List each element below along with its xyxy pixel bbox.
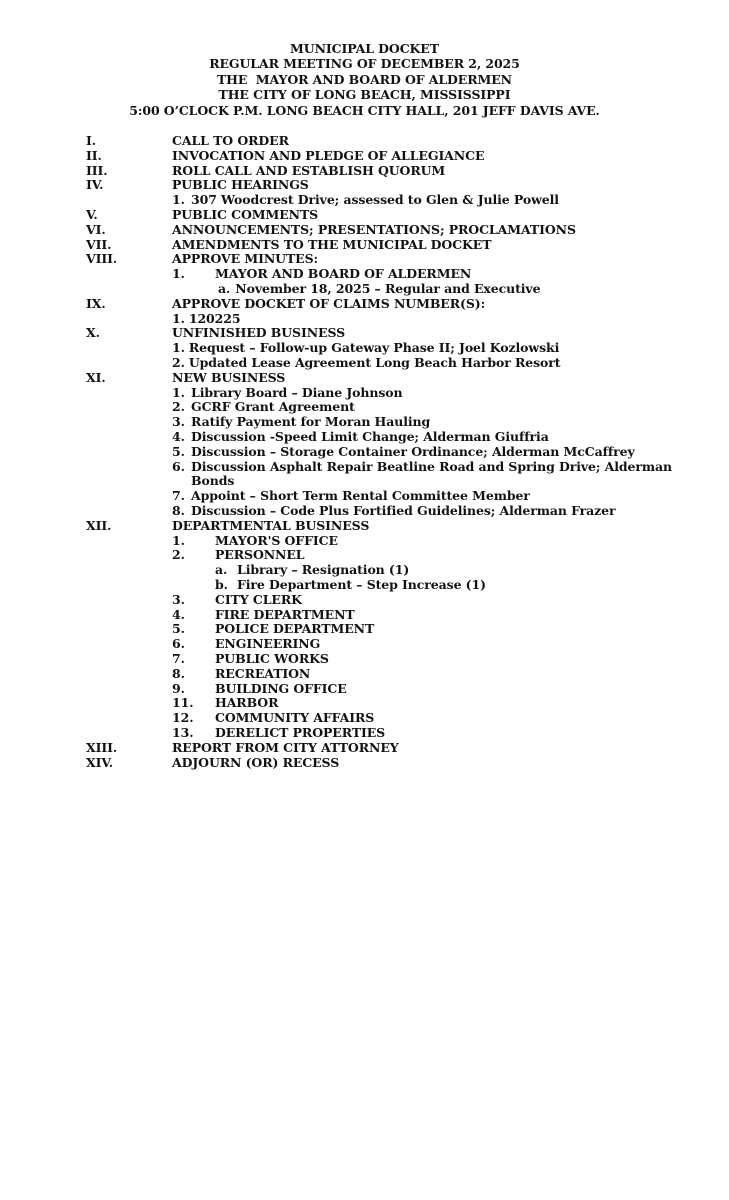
agenda-item [172, 504, 681, 519]
agenda-section-i [86, 134, 681, 149]
agenda-section-iv [86, 178, 681, 193]
document-header [0, 41, 729, 118]
agenda-item [172, 637, 681, 652]
item-text: Discussion – Storage Container Ordinance; Alderman McCaffrey [191, 443, 635, 459]
agenda-section-xii [86, 519, 681, 534]
agenda-item [218, 282, 681, 297]
item-label: 1. [172, 384, 185, 400]
item-text: ENGINEERING [215, 636, 321, 652]
section-heading: REPORT FROM CITY ATTORNEY [172, 739, 399, 755]
section-heading: APPROVE MINUTES: [172, 251, 319, 267]
item-label: 5. [172, 443, 185, 459]
agenda-item [172, 312, 681, 327]
section-numeral: I. [86, 133, 96, 149]
agenda-item [172, 652, 681, 667]
section-numeral: IV. [86, 177, 104, 193]
item-text: Request – Follow-up Gateway Phase II; Joel Kozlowski [188, 340, 560, 356]
title-line-3: THE MAYOR AND BOARD OF ALDERMEN [216, 71, 513, 87]
item-label: 1. [172, 310, 185, 326]
item-text: Discussion Asphalt Repair Beatline Road and Spring Drive; Alderman Bonds [191, 458, 677, 489]
agenda-item [172, 341, 681, 356]
section-heading: NEW BUSINESS [172, 369, 286, 385]
item-text: HARBOR [215, 695, 279, 711]
item-text: PERSONNEL [215, 547, 305, 563]
agenda-item [172, 682, 681, 697]
agenda-section-viii [86, 252, 681, 267]
item-label: 8. [172, 665, 185, 681]
item-label: 1. [172, 532, 185, 548]
agenda-section-xiv [86, 756, 681, 771]
item-label: 2. [172, 399, 185, 415]
item-text: POLICE DEPARTMENT [215, 621, 375, 637]
agenda-item [172, 356, 681, 371]
agenda-item [172, 415, 681, 430]
item-label: 1. [172, 192, 185, 208]
item-text: Fire Department – Step Increase (1) [237, 576, 486, 592]
item-text: Discussion – Code Plus Fortified Guidelines; Alderman Frazer [191, 502, 616, 518]
agenda-item [215, 578, 681, 593]
section-numeral: XI. [86, 369, 106, 385]
section-numeral: VI. [86, 221, 106, 237]
item-label: 13. [172, 724, 194, 740]
section-heading: ADJOURN (OR) RECESS [172, 754, 340, 770]
section-numeral: V. [86, 207, 98, 223]
section-heading: UNFINISHED BUSINESS [172, 325, 346, 341]
agenda-item [215, 563, 681, 578]
section-numeral: VIII. [86, 251, 118, 267]
item-label: 8. [172, 502, 185, 518]
section-heading: AMENDMENTS TO THE MUNICIPAL DOCKET [172, 236, 492, 252]
agenda-section-vi [86, 223, 681, 238]
section-numeral: II. [86, 147, 102, 163]
municipal-docket-document [86, 41, 681, 770]
item-label: 9. [172, 680, 185, 696]
item-text: COMMUNITY AFFAIRS [215, 710, 375, 726]
section-heading: ANNOUNCEMENTS; PRESENTATIONS; PROCLAMATIONS [172, 221, 576, 237]
section-heading: PUBLIC HEARINGS [172, 177, 309, 193]
item-text: Updated Lease Agreement Long Beach Harbor Resort [188, 354, 561, 370]
agenda-section-ii [86, 149, 681, 164]
section-numeral: VII. [86, 236, 112, 252]
item-label: a. [218, 281, 231, 296]
agenda-item [172, 593, 681, 608]
agenda-item [172, 445, 681, 460]
agenda-section-iii [86, 164, 681, 179]
agenda-item [172, 711, 681, 726]
item-label: 4. [172, 606, 185, 622]
title-line-1: MUNICIPAL DOCKET [290, 41, 439, 56]
item-label: 2. [172, 354, 185, 370]
section-numeral: XII. [86, 517, 112, 533]
section-heading: DEPARTMENTAL BUSINESS [172, 517, 370, 533]
item-text: November 18, 2025 – Regular and Executive [235, 281, 541, 296]
agenda-item [172, 608, 681, 623]
agenda-section-xiii [86, 741, 681, 756]
item-label: 2. [172, 547, 185, 563]
item-text: FIRE DEPARTMENT [215, 606, 355, 622]
agenda-item [172, 622, 681, 637]
agenda-item [172, 460, 681, 490]
section-numeral: XIV. [86, 754, 114, 770]
item-label: 1. [172, 266, 185, 282]
item-text: CITY CLERK [215, 591, 302, 607]
section-numeral: X. [86, 325, 100, 341]
section-heading: PUBLIC COMMENTS [172, 207, 319, 223]
item-label: b. [215, 576, 228, 592]
title-line-4: THE CITY OF LONG BEACH, MISSISSIPPI [218, 87, 511, 103]
item-label: 12. [172, 710, 194, 726]
title-line-2: REGULAR MEETING OF DECEMBER 2, 2025 [209, 56, 520, 72]
agenda-item [172, 696, 681, 711]
item-label: 3. [172, 591, 185, 607]
agenda-item [172, 534, 681, 549]
item-text: PUBLIC WORKS [215, 650, 329, 666]
item-label: 6. [172, 636, 185, 652]
item-label: 11. [172, 695, 194, 711]
agenda-item [172, 386, 681, 401]
agenda-section-x [86, 326, 681, 341]
item-text: Library Board – Diane Johnson [191, 384, 403, 400]
section-heading: CALL TO ORDER [172, 133, 289, 149]
item-text: 120225 [188, 310, 241, 326]
agenda-section-v [86, 208, 681, 223]
item-text: RECREATION [215, 665, 311, 681]
agenda-item [172, 489, 681, 504]
section-numeral: XIII. [86, 739, 118, 755]
section-heading: INVOCATION AND PLEDGE OF ALLEGIANCE [172, 147, 485, 163]
item-label: 7. [172, 650, 185, 666]
agenda-section-ix [86, 297, 681, 312]
item-text: GCRF Grant Agreement [191, 399, 355, 415]
item-label: 1. [172, 340, 185, 356]
item-label: 4. [172, 428, 185, 444]
agenda-section-vii [86, 238, 681, 253]
item-text: Discussion -Speed Limit Change; Alderman Giuffria [191, 428, 549, 444]
agenda-list [86, 134, 681, 770]
item-text: Library – Resignation (1) [237, 562, 410, 578]
item-text: MAYOR AND BOARD OF ALDERMEN [215, 266, 472, 282]
title-line-5: 5:00 O’CLOCK P.M. LONG BEACH CITY HALL, 201 JEFF DAVIS AVE. [129, 102, 600, 118]
section-numeral: IX. [86, 295, 106, 311]
item-text: BUILDING OFFICE [215, 680, 347, 696]
item-label: a. [215, 562, 228, 578]
agenda-item [172, 548, 681, 563]
agenda-item [172, 667, 681, 682]
item-text: MAYOR'S OFFICE [215, 532, 338, 548]
item-text: Ratify Payment for Moran Hauling [191, 414, 431, 430]
agenda-item [172, 193, 681, 208]
section-heading: APPROVE DOCKET OF CLAIMS NUMBER(S): [172, 295, 486, 311]
item-label: 6. [172, 458, 185, 474]
item-label: 5. [172, 621, 185, 637]
item-label: 3. [172, 414, 185, 430]
agenda-item [172, 430, 681, 445]
item-text: Appoint – Short Term Rental Committee Member [191, 488, 530, 504]
item-text: 307 Woodcrest Drive; assessed to Glen & Julie Powell [191, 192, 559, 208]
agenda-item [172, 267, 681, 282]
agenda-item [172, 726, 681, 741]
section-numeral: III. [86, 162, 108, 178]
section-heading: ROLL CALL AND ESTABLISH QUORUM [172, 162, 446, 178]
agenda-section-xi [86, 371, 681, 386]
item-label: 7. [172, 488, 185, 504]
agenda-item [172, 400, 681, 415]
item-text: DERELICT PROPERTIES [215, 724, 386, 740]
